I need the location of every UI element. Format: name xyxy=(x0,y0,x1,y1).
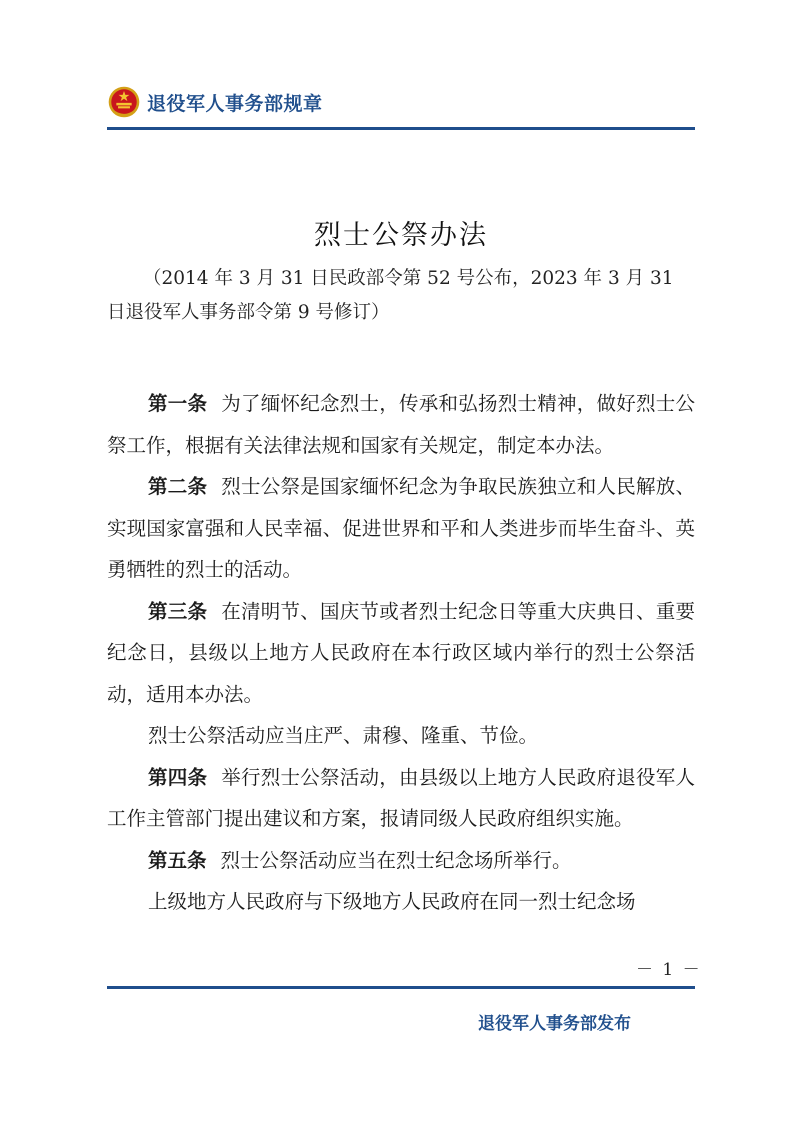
header-divider xyxy=(107,127,695,130)
article-number: 第五条 xyxy=(148,848,207,872)
article-number: 第三条 xyxy=(148,599,208,623)
paragraph xyxy=(107,881,695,923)
national-emblem-icon xyxy=(107,85,141,119)
paragraph xyxy=(107,840,695,882)
header-title: 退役军人事务部规章 xyxy=(147,92,323,115)
document-header xyxy=(107,84,323,120)
document-subtitle xyxy=(107,262,695,330)
paragraph-text: 为了缅怀纪念烈士，传承和弘扬烈士精神，做好烈士公祭工作，根据有关法律法规和国家有关规定，制定本办法。 xyxy=(107,392,695,457)
paragraph-text: 举行烈士公祭活动，由县级以上地方人民政府退役军人工作主管部门提出建议和方案，报请同级人民政府组织实施。 xyxy=(107,765,695,830)
paragraph-text: 烈士公祭活动应当在烈士纪念场所举行。 xyxy=(220,848,572,872)
paragraph xyxy=(107,383,695,466)
paragraph xyxy=(107,715,695,757)
page-number: － 1 － xyxy=(636,960,702,980)
paragraph-text: 烈士公祭是国家缅怀纪念为争取民族独立和人民解放、实现国家富强和人民幸福、促进世界和平和人类进步而毕生奋斗、英勇牺牲的烈士的活动。 xyxy=(107,475,695,581)
paragraph-text: 烈士公祭活动应当庄严、肃穆、隆重、节俭。 xyxy=(148,724,539,747)
subtitle-line-2: 日退役军人事务部令第 9 号修订） xyxy=(107,302,390,323)
paragraph xyxy=(107,591,695,716)
paragraph xyxy=(107,757,695,840)
subtitle-line-1: （2014 年 3 月 31 日民政部令第 52 号公布，2023 年 3 月 31 xyxy=(143,268,674,289)
article-number: 第二条 xyxy=(148,475,208,498)
document-title: 烈士公祭办法 xyxy=(314,220,488,251)
paragraph-text: 上级地方人民政府与下级地方人民政府在同一烈士纪念场 xyxy=(148,890,636,913)
article-number: 第四条 xyxy=(148,765,208,789)
publisher-label: 退役军人事务部发布 xyxy=(478,1014,631,1034)
document-body xyxy=(107,383,695,923)
footer-divider xyxy=(107,986,695,989)
paragraph xyxy=(107,466,695,591)
article-number: 第一条 xyxy=(148,392,208,415)
paragraph-text: 在清明节、国庆节或者烈士纪念日等重大庆典日、重要纪念日，县级以上地方人民政府在本行政区域内举行的烈士公祭活动，适用本办法。 xyxy=(107,599,695,706)
